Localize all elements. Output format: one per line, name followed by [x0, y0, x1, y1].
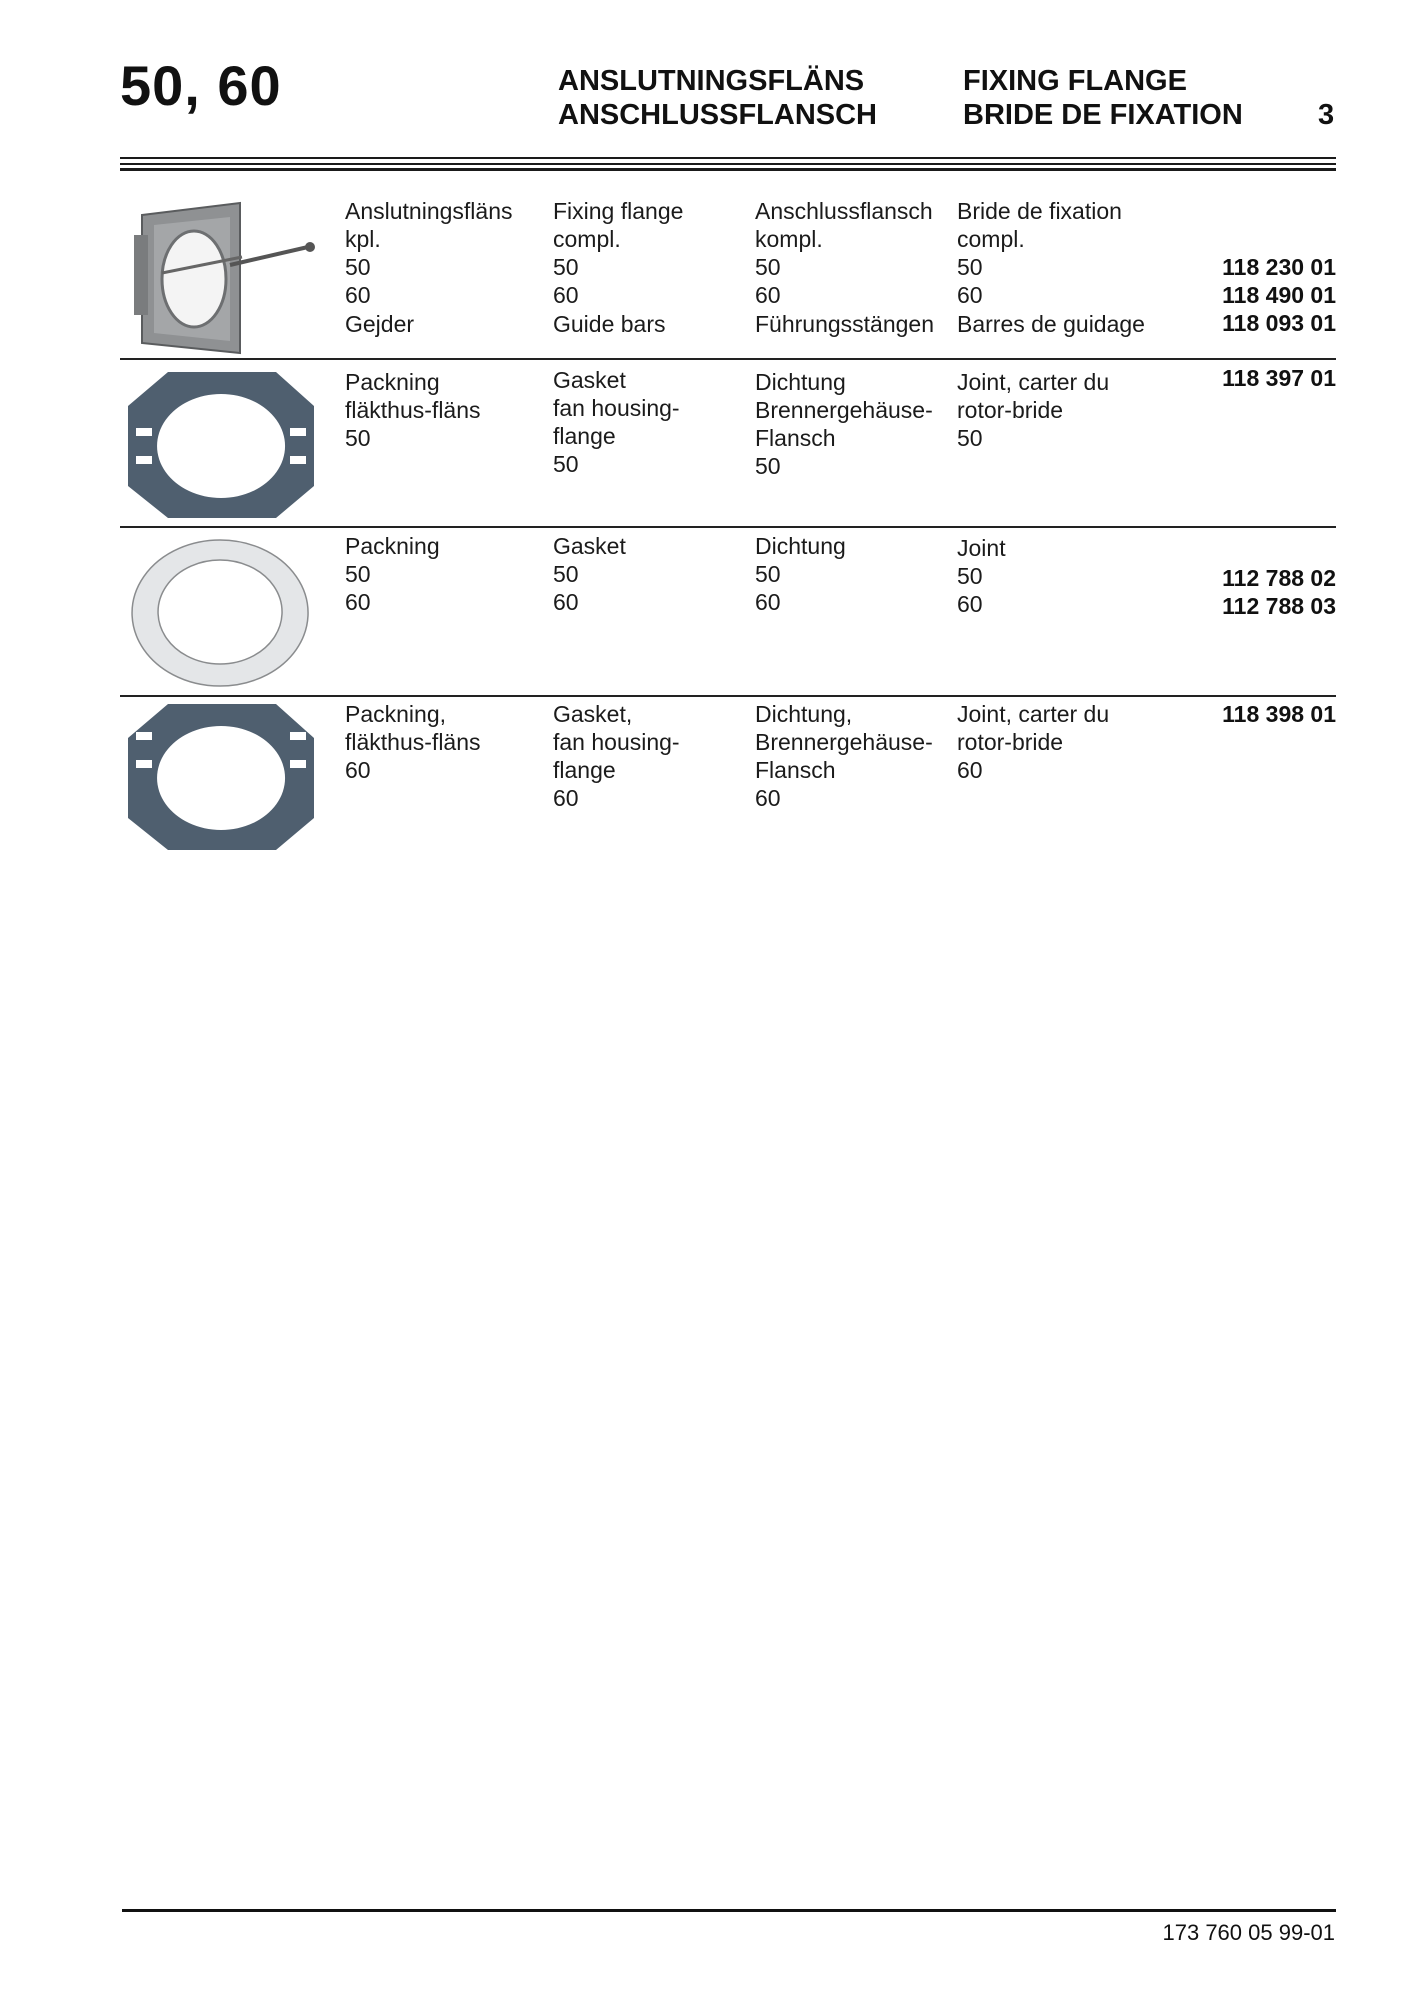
text-en: 60	[553, 282, 579, 308]
text-fr: 60	[957, 591, 983, 617]
text-se: fläkthus-fläns	[345, 397, 481, 423]
part-number: 118 093 01	[1222, 310, 1336, 336]
fixing-flange-image	[122, 195, 322, 365]
row-separator	[120, 526, 1336, 528]
title-english: FIXING FLANGE	[963, 65, 1187, 97]
part-number: 118 397 01	[1222, 365, 1336, 391]
part-number: 118 398 01	[1222, 701, 1336, 727]
text-en: 50	[553, 254, 579, 280]
text-en: 60	[553, 785, 579, 811]
text-de: Flansch	[755, 757, 836, 783]
text-en: flange	[553, 757, 616, 783]
title-french: BRIDE DE FIXATION	[963, 99, 1243, 131]
text-fr: 60	[957, 757, 983, 783]
title-swedish: ANSLUTNINGSFLÄNS	[558, 65, 865, 97]
part-number: 112 788 03	[1222, 593, 1336, 619]
text-fr: 50	[957, 254, 983, 280]
text-fr: Joint, carter du	[957, 369, 1110, 395]
text-se: 60	[345, 589, 371, 615]
text-se: 60	[345, 757, 371, 783]
text-en: 50	[553, 561, 579, 587]
octagonal-gasket-image	[126, 702, 316, 852]
text-de: kompl.	[755, 226, 823, 252]
text-de: 50	[755, 561, 781, 587]
text-fr: Joint	[957, 535, 1006, 561]
row-separator	[120, 695, 1336, 697]
text-fr: compl.	[957, 226, 1025, 252]
header-rule	[120, 157, 1336, 159]
text-de: Führungsstängen	[755, 311, 935, 337]
octagonal-gasket-image	[126, 370, 316, 520]
text-de: 50	[755, 453, 781, 479]
text-en: Guide bars	[553, 311, 666, 337]
text-se: Packning,	[345, 701, 447, 727]
text-se: Packning	[345, 533, 440, 559]
text-de: Anschlussflansch	[755, 198, 933, 224]
header-rule	[120, 168, 1336, 171]
text-de: Flansch	[755, 425, 836, 451]
text-de: 60	[755, 589, 781, 615]
text-de: 50	[755, 254, 781, 280]
text-en: fan housing-	[553, 729, 680, 755]
text-de: 60	[755, 282, 781, 308]
text-de: 60	[755, 785, 781, 811]
part-number: 118 230 01	[1222, 254, 1336, 280]
page-number: 3	[1318, 99, 1335, 131]
footer-rule	[122, 1909, 1336, 1912]
text-se: Gejder	[345, 311, 415, 337]
text-de: Brennergehäuse-	[755, 729, 933, 755]
header-rule	[120, 163, 1336, 165]
text-de: Brennergehäuse-	[755, 397, 933, 423]
text-en: 60	[553, 589, 579, 615]
text-de: Dichtung	[755, 369, 846, 395]
model-number: 50, 60	[120, 54, 282, 117]
text-se: Packning	[345, 369, 440, 395]
text-se: 50	[345, 254, 371, 280]
text-en: Gasket,	[553, 701, 633, 727]
text-en: flange	[553, 423, 616, 449]
part-number: 118 490 01	[1222, 282, 1336, 308]
text-fr: 60	[957, 282, 983, 308]
text-en: Gasket	[553, 367, 626, 393]
row-separator	[120, 358, 1336, 360]
text-de: Dichtung,	[755, 701, 853, 727]
text-se: fläkthus-fläns	[345, 729, 481, 755]
text-se: Anslutningsfläns	[345, 198, 513, 224]
text-en: 50	[553, 451, 579, 477]
text-se: 60	[345, 282, 371, 308]
text-en: Gasket	[553, 533, 626, 559]
document-number: 173 760 05 99-01	[1162, 1920, 1335, 1945]
text-fr: 50	[957, 563, 983, 589]
round-gasket-image	[130, 538, 310, 688]
text-fr: Bride de fixation	[957, 198, 1122, 224]
text-fr: Barres de guidage	[957, 311, 1145, 337]
text-se: 50	[345, 425, 371, 451]
part-number: 112 788 02	[1222, 565, 1336, 591]
text-en: fan housing-	[553, 395, 680, 421]
text-fr: 50	[957, 425, 983, 451]
title-german: ANSCHLUSSFLANSCH	[558, 99, 877, 131]
text-fr: Joint, carter du	[957, 701, 1110, 727]
text-de: Dichtung	[755, 533, 846, 559]
text-se: kpl.	[345, 226, 381, 252]
text-en: Fixing flange	[553, 198, 684, 224]
text-se: 50	[345, 561, 371, 587]
text-fr: rotor-bride	[957, 729, 1064, 755]
text-en: compl.	[553, 226, 621, 252]
text-fr: rotor-bride	[957, 397, 1064, 423]
